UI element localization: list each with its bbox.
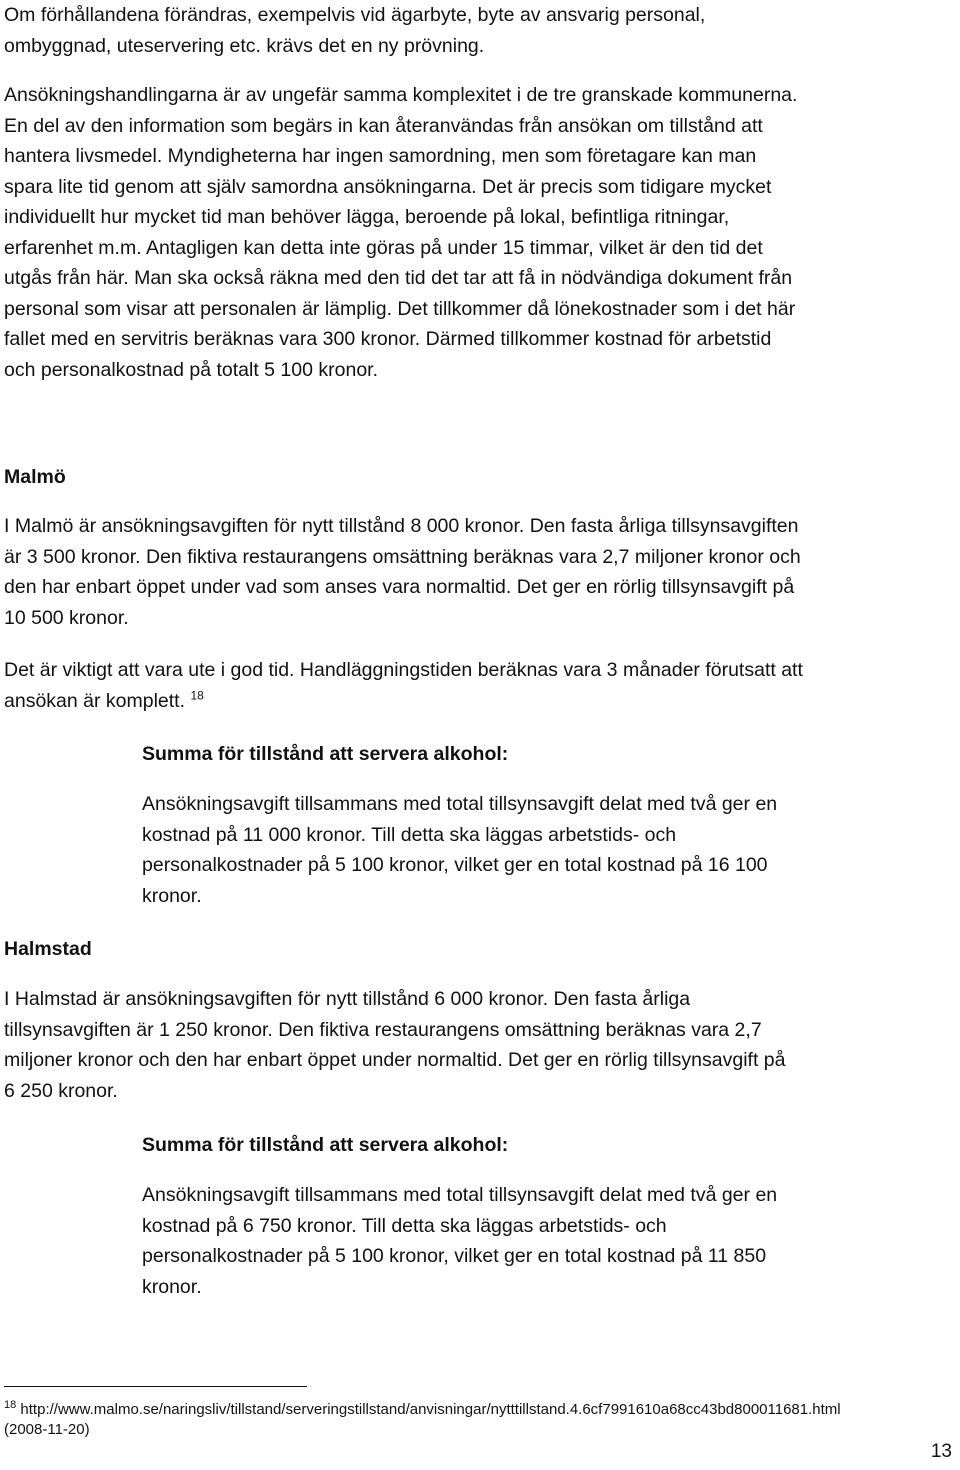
malmo-summary-heading: Summa för tillstånd att servera alkohol: — [142, 743, 509, 765]
malmo-timing-line2: ansökan är komplett. — [4, 689, 186, 712]
malmo-summary-text: Ansökningsavgift tillsammans med total tillsynsavgift delat med två ger en kostnad på 11 000 kronor. Till detta ska läggas arbetstids- och personalkostnader på 5 100 kronor, vilket ger en total kostnad på 16 100 kronor. — [142, 793, 778, 907]
malmo-fees-paragraph: I Malmö är ansökningsavgiften för nytt tillstånd 8 000 kronor. Den fasta årliga tillsynsavgiften är 3 500 kronor. Den fiktiva restaurangens omsättning beräknas vara 2,7 miljoner kronor och den har enbart öppet under vad som anses vara normaltid. Det ger en rörlig tillsynsavgift på 10 500 kronor. — [4, 515, 801, 629]
page-number: 13 — [930, 1441, 952, 1462]
malmo-heading: Malmö — [4, 466, 66, 488]
halmstad-fees-paragraph: I Halmstad är ansökningsavgiften för nytt tillstånd 6 000 kronor. Den fasta årliga tillsynsavgiften är 1 250 kronor. Den fiktiva restaurangens omsättning beräknas vara 2,7 miljoner kronor och den har enbart öppet under normaltid. Det ger en rörlig tillsynsavgift på 6 250 kronor. — [4, 988, 786, 1102]
footnote-separator — [4, 1386, 307, 1387]
intro-paragraph: Om förhållandena förändras, exempelvis vid ägarbyte, byte av ansvarig personal, ombyggnad, uteservering etc. krävs det en ny prövning. — [4, 4, 706, 57]
malmo-timing-paragraph — [4, 655, 954, 716]
footnote-number: 18 — [4, 1399, 17, 1411]
footnote-url[interactable]: http://www.malmo.se/naringsliv/tillstand/serveringstillstand/anvisningar/nytttillstand.4.6cf7991610a68cc43bd800011681.html — [20, 1401, 841, 1418]
malmo-timing-line1: Det är viktigt att vara ute i god tid. Handläggningstiden beräknas vara 3 månader förutsatt att — [4, 659, 803, 681]
footnote-reference[interactable]: 18 — [190, 688, 204, 702]
halmstad-summary-text: Ansökningsavgift tillsammans med total tillsynsavgift delat med två ger en kostnad på 6 750 kronor. Till detta ska läggas arbetstids- och personalkostnader på 5 100 kronor, vilket ger en total kostnad på 11 850 kronor. — [142, 1184, 778, 1298]
halmstad-heading: Halmstad — [4, 938, 92, 960]
footnote-date: (2008-11-20) — [4, 1421, 90, 1438]
application-complexity-paragraph: Ansökningshandlingarna är av ungefär samma komplexitet i de tre granskade kommunerna. En del av den information som begärs in kan återanvändas från ansökan om tillstånd att hantera livsmedel. Myndigheterna har ingen samordning, men som företagare kan man spara lite tid genom att själv samordna ansökningarna. Det är precis som tidigare mycket individuellt hur mycket tid man behöver lägga, beroende på lokal, befintliga ritningar, erfarenhet m.m. Antagligen kan detta inte göras på under 15 timmar, vilket är den tid det utgås från här. Man ska också räkna med den tid det tar att få in nödvändiga dokument från personal som visar att personalen är lämplig. Det tillkommer då lönekostnader som i det här fallet med en servitris beräknas vara 300 kronor. Därmed tillkommer kostnad för arbetstid och personalkostnad på totalt 5 100 kronor. — [4, 84, 798, 381]
halmstad-summary-heading: Summa för tillstånd att servera alkohol: — [142, 1134, 509, 1156]
footnote — [4, 1400, 954, 1440]
